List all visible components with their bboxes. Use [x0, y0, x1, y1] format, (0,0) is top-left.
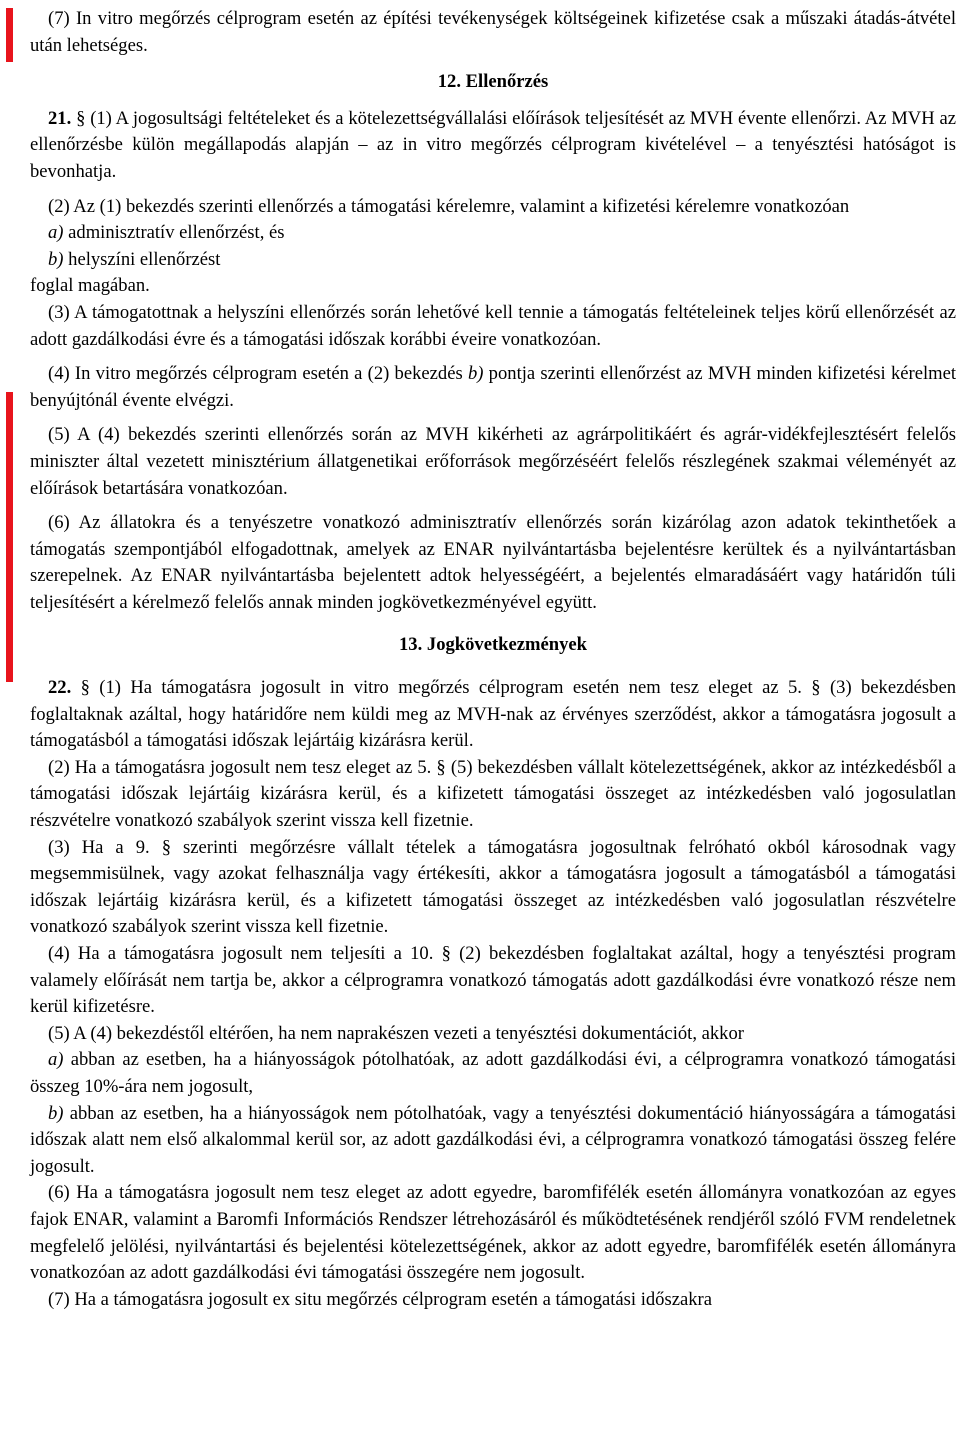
paragraph-21-4-text-b: pontja szerinti ellenőrzést az MVH minden kifizetési kérelmet benyújtónál évente elvégzi.	[30, 363, 956, 411]
paragraph-22-3: (3) Ha a 9. § szerinti megőrzésre vállalt tételek a támogatásra jogosultnak felróható okból károsodnak vagy megsemmisülnek, vagy azokat felhasználja vagy értékesíti, akkor a támogatásra jogosult a támogatásból a támogatási időszak lejártáig kizárásra kerül, és a kifizetett támogatási összeget az intézkedésben való jogosulatlan részvételre vonatkozó szabályok szerint vissza kell fizetnie.	[30, 836, 956, 938]
list-text-22-b: abban az esetben, ha a hiányosságok nem pótolhatóak, vagy a tenyésztési dokumentáció hiányosságára a támogatási időszak alatt nem első alkalommal kerül sor, az adott gazdálkodási évi, a célprogramra vonatkozó támogatási összeg felére jogosult.	[30, 1102, 956, 1177]
document-page	[30, 6, 956, 1313]
list-item-b	[30, 247, 956, 274]
paragraph-21-1-text: § (1) A jogosultsági feltételeket és a kötelezettségvállalási előírások teljesítését az MVH évente ellenőrzi. Az MVH az ellenőrzésbe külön megállapodás alapján – az in vitro megőrzés célprogram kivételével – a tenyésztési hatóságot is bevonhatja.	[30, 107, 956, 182]
paragraph-22-4: (4) Ha a támogatásra jogosult nem teljesíti a 10. § (2) bekezdésben foglaltakat azáltal, hogy a tenyésztési program valamely előírását nem tartja be, akkor a célprogramra vonatkozó támogatás adott gazdálkodási évre vonatkozó része nem kerül kifizetésre.	[30, 943, 956, 1018]
paragraph-21-4	[30, 361, 956, 414]
list-text-22-a: abban az esetben, ha a hiányosságok pótolhatóak, az adott gazdálkodási évi, a célprogramra vonatkozó támogatási összeg 10%-ára nem jogosult,	[30, 1049, 956, 1097]
list-label-22-a: a)	[48, 1049, 64, 1071]
section-number-21: 21.	[48, 107, 72, 129]
change-bar-top	[6, 8, 13, 62]
paragraph-21-1	[30, 106, 956, 186]
paragraph-22-7: (7) Ha a támogatásra jogosult ex situ megőrzés célprogram esetén a támogatási időszakra	[48, 1288, 712, 1310]
list-label-a: a)	[48, 222, 64, 244]
paragraph-22-5: (5) A (4) bekezdéstől eltérően, ha nem naprakészen vezeti a tenyésztési dokumentációt, akkor	[48, 1022, 744, 1044]
change-bar-main	[6, 392, 13, 682]
list-text-b: helyszíni ellenőrzést	[63, 248, 221, 270]
list-label-b: b)	[48, 248, 64, 270]
list-item-22-b	[30, 1101, 956, 1181]
paragraph-21-6: (6) Az állatokra és a tenyészetre vonatkozó adminisztratív ellenőrzés során kizárólag azon adatok tekinthetőek a támogatás szempontjából elfogadottnak, amelyek az ENAR nyilvántartásba bejelentésre kerültek és a nyilvántartásban szerepelnek. Az ENAR nyilvántartásba bejelentett adtok helyességéért, a bejelentés elmaradásáért vagy határidőn túli teljesítésért a kérelmező felelős annak minden jogkövetkezményével együtt.	[30, 512, 956, 613]
list-text-a: adminisztratív ellenőrzést, és	[63, 222, 285, 244]
paragraph-22-1-text: § (1) Ha támogatásra jogosult in vitro megőrzés célprogram esetén nem tesz eleget az 5. § (3) bekezdésben foglaltaknak azáltal, hogy határidőre nem küldi meg az MVH-nak az érvényes szerződést, akkor a támogatásra jogosult a támogatásból a támogatási időszak lejártáig kizárásra kerül.	[30, 677, 956, 752]
paragraph-21-3: (3) A támogatottnak a helyszíni ellenőrzés során lehetővé kell tennie a támogatás feltételeinek teljes körű ellenőrzését az adott gazdálkodási évre és a támogatási időszak korábbi éveire vonatkozóan.	[30, 301, 956, 350]
paragraph-22-2: (2) Ha a támogatásra jogosult nem tesz eleget az 5. § (5) bekezdésben vállalt kötelezettségének, akkor az intézkedésből a támogatási időszak lejártáig kizárásra kerül, és a kifizetett támogatási összeget az intézkedésben való jogosulatlan részvételre vonatkozó szabályok szerint vissza kell fizetnie.	[30, 756, 956, 832]
paragraph-7: (7) In vitro megőrzés célprogram esetén az építési tevékenységek költségeinek kifizetése csak a műszaki átadás-átvétel után lehetséges.	[30, 8, 956, 56]
paragraph-22-1	[30, 675, 956, 755]
list-closing: foglal magában.	[30, 275, 150, 297]
paragraph-21-4-point: b)	[467, 363, 484, 385]
paragraph-21-4-text-a: (4) In vitro megőrzés célprogram esetén a (2) bekezdés	[48, 363, 468, 385]
section-13-heading: 13. Jogkövetkezmények	[399, 634, 587, 656]
list-item-22-a	[30, 1047, 956, 1100]
list-item-a	[30, 220, 956, 247]
paragraph-22-6: (6) Ha a támogatásra jogosult nem tesz eleget az adott egyedre, baromfifélék esetén állományra vonatkozóan az egyes fajok ENAR, valamint a Baromfi Információs Rendszer létrehozásáról és működtetésének rendjéről szóló FVM rendeletnek megfelelő jelölési, nyilvántartási és bejelentési kötelezettségének, akkor az adott egyedre, baromfifélék esetén állományra vonatkozóan az adott gazdálkodási évi támogatási összegére nem jogosult.	[30, 1182, 956, 1284]
section-number-22: 22.	[48, 677, 72, 699]
list-label-22-b: b)	[48, 1102, 64, 1124]
paragraph-21-5: (5) A (4) bekezdés szerinti ellenőrzés során az MVH kikérheti az agrárpolitikáért és agrár-vidékfejlesztésért felelős miniszter által vezetett minisztérium állatgenetikai erőforrások megőrzéséért felelős részlegének szakmai véleményét az előírások betartására vonatkozóan.	[30, 424, 956, 499]
section-12-heading: 12. Ellenőrzés	[437, 71, 549, 93]
paragraph-21-2: (2) Az (1) bekezdés szerinti ellenőrzés a támogatási kérelemre, valamint a kifizetési kérelemre vonatkozóan	[48, 195, 850, 217]
